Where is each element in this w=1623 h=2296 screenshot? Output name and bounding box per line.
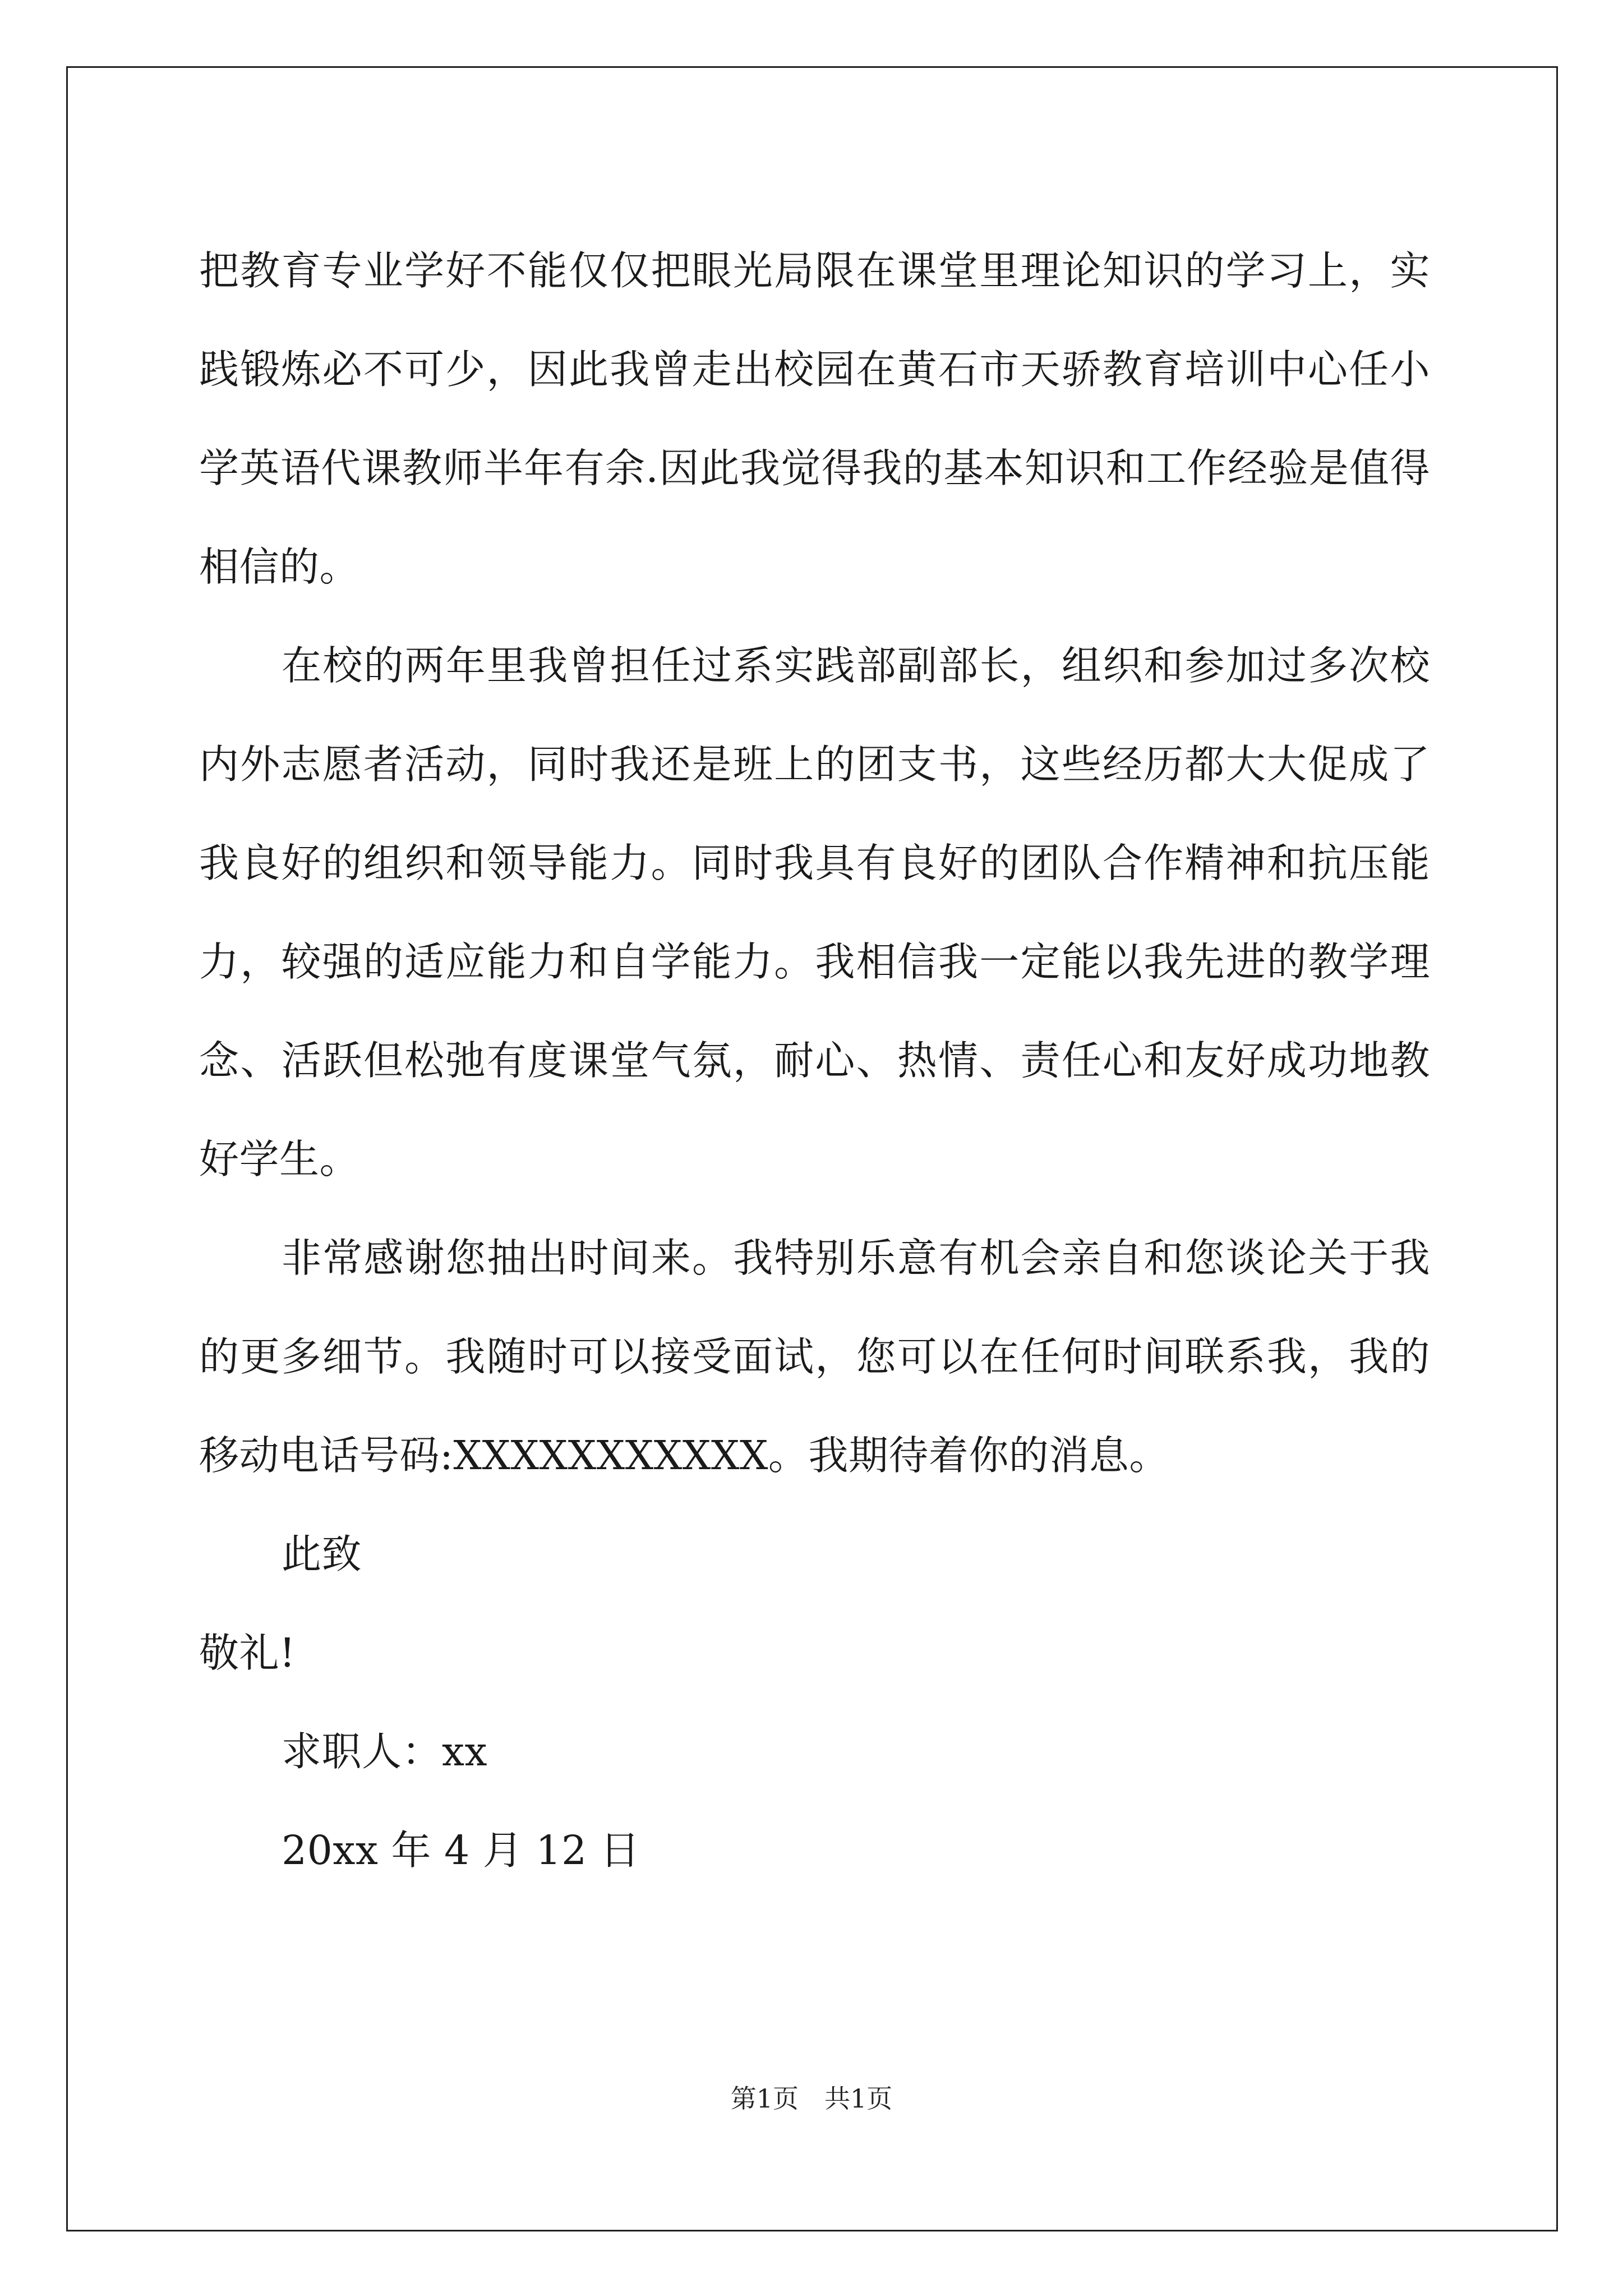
salutation-line: 敬礼! (199, 1630, 296, 1676)
page-footer (0, 2078, 1623, 2115)
paragraph-experience: 在校的两年里我曾担任过系实践部副部长，组织和参加过多次校内外志愿者活动，同时我还是班上的团支书，这些经历都大大促成了我良好的组织和领导能力。同时我具有良好的团队合作精神和抗压能力，较强的适应能力和自学能力。我相信我一定能以我先进的教学理念、活跃但松弛有度课堂气氛，耐心、热情、责任心和友好成功地教好学生。 (199, 642, 1430, 1182)
date-line: 20xx 年 4 月 12 日 (282, 1827, 640, 1874)
closing-line: 此致 (282, 1531, 362, 1577)
signature-line: 求职人：xx (282, 1728, 488, 1775)
page-number-total: 共1页 (824, 2083, 893, 2114)
paragraph-thanks: 非常感谢您抽出时间来。我特别乐意有机会亲自和您谈论关于我的更多细节。我随时可以接受面试，您可以在任何时间联系我，我的移动电话号码:XXXXXXXXXXX。我期待着你的消息。 (199, 1235, 1430, 1479)
page-number-current: 第1页 (730, 2083, 799, 2114)
letter-body (199, 222, 1430, 1900)
paragraph-education: 把教育专业学好不能仅仅把眼光局限在课堂里理论知识的学习上，实践锻炼必不可少，因此我曾走出校园在黄石市天骄教育培训中心任小学英语代课教师半年有余.因此我觉得我的基本知识和工作经验是值得相信的。 (199, 247, 1430, 590)
